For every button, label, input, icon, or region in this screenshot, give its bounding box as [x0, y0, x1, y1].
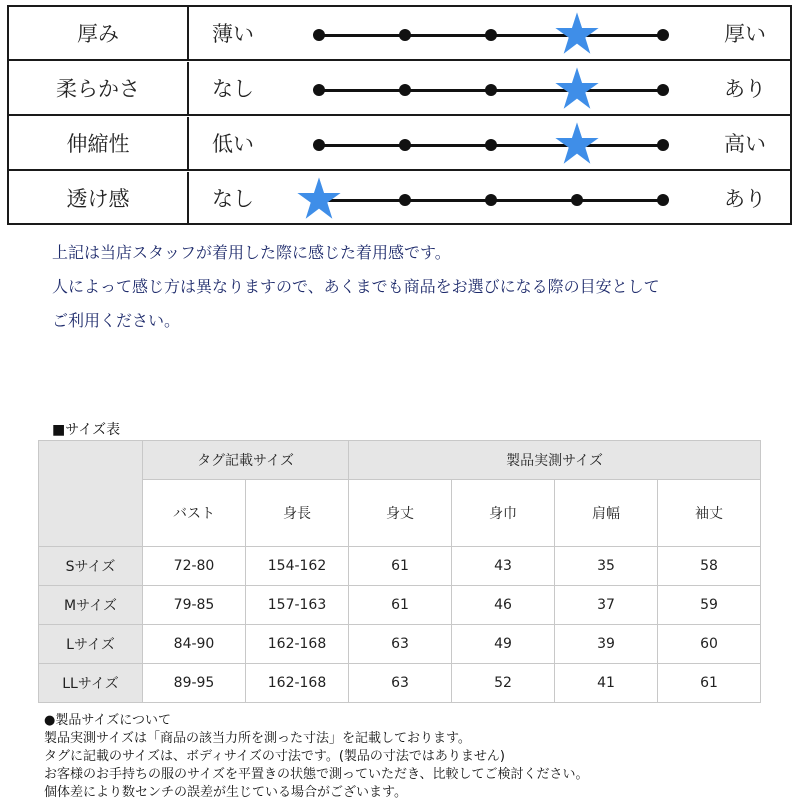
size-note-line: お客様のお手持ちの服のサイズを平置きの状態で測っていただき、比較してご検討ください。	[44, 767, 589, 782]
feel-low-label: なし	[212, 186, 254, 211]
scale-dot	[399, 194, 411, 206]
feel-row-stretch	[9, 117, 790, 171]
size-row-label: Lサイズ	[39, 625, 143, 664]
scale-dot	[657, 84, 669, 96]
scale-dot	[485, 139, 497, 151]
table-cell: 35	[555, 547, 658, 586]
table-cell: 61	[658, 664, 761, 703]
table-cell: 162-168	[246, 625, 349, 664]
size-note-line: 個体差により数センチの誤差が生じている場合がございます。	[44, 785, 407, 800]
table-row	[39, 586, 761, 625]
table-cell: 52	[452, 664, 555, 703]
column-header: 身丈	[349, 480, 452, 547]
table-cell: 58	[658, 547, 761, 586]
star-icon	[554, 121, 600, 167]
table-cell: 162-168	[246, 664, 349, 703]
note-line-2: 人によって感じ方は異なりますので、あくまでも商品をお選びになる際の目安として	[52, 277, 660, 296]
scale-dot	[485, 29, 497, 41]
star-icon	[554, 11, 600, 57]
table-cell: 43	[452, 547, 555, 586]
table-cell: 61	[349, 547, 452, 586]
scale-dot	[399, 84, 411, 96]
feel-low-label: なし	[212, 77, 254, 101]
table-row	[39, 664, 761, 703]
table-cell: 89-95	[143, 664, 246, 703]
star-icon	[296, 176, 342, 222]
feel-row-sheerness	[9, 172, 790, 223]
table-cell: 157-163	[246, 586, 349, 625]
star-icon	[554, 66, 600, 112]
table-cell: 49	[452, 625, 555, 664]
size-row-label: Mサイズ	[39, 586, 143, 625]
size-row-label: Sサイズ	[39, 547, 143, 586]
table-cell: 59	[658, 586, 761, 625]
scale-dot	[657, 29, 669, 41]
scale-dot	[313, 29, 325, 41]
feel-scale-table	[7, 5, 792, 225]
feel-high-label: 高い	[724, 132, 766, 156]
column-header: 袖丈	[658, 480, 761, 547]
scale-dot	[657, 194, 669, 206]
feel-row-thickness	[9, 7, 790, 61]
column-header: 肩幅	[555, 480, 658, 547]
feel-low-label: 低い	[212, 132, 254, 156]
scale-dot	[399, 139, 411, 151]
scale-dot	[657, 139, 669, 151]
size-notes-title: ●製品サイズについて	[44, 713, 172, 728]
table-cell: 63	[349, 625, 452, 664]
feel-high-label: 厚い	[724, 22, 766, 46]
table-cell: 46	[452, 586, 555, 625]
feel-row-label: 伸縮性	[9, 117, 189, 169]
scale-dot	[485, 84, 497, 96]
table-cell: 39	[555, 625, 658, 664]
column-header: 身長	[246, 480, 349, 547]
size-note-line: 製品実測サイズは「商品の該当力所を測った寸法」を記載しております。	[44, 731, 471, 746]
column-header: バスト	[143, 480, 246, 547]
feel-high-label: あり	[724, 186, 766, 211]
scale-dot	[399, 29, 411, 41]
note-line-1: 上記は当店スタッフが着用した際に感じた着用感です。	[52, 243, 451, 262]
feel-low-label: 薄い	[212, 22, 254, 46]
scale-dot	[313, 139, 325, 151]
table-cell: 63	[349, 664, 452, 703]
size-chart-heading: ■サイズ表	[52, 422, 121, 438]
table-cell: 154-162	[246, 547, 349, 586]
tag-size-group-header: タグ記載サイズ	[143, 441, 349, 480]
measured-size-group-header: 製品実測サイズ	[349, 441, 761, 480]
size-corner-cell	[39, 441, 143, 547]
table-cell: 79-85	[143, 586, 246, 625]
feel-row-softness	[9, 62, 790, 116]
scale-dot	[571, 194, 583, 206]
table-cell: 72-80	[143, 547, 246, 586]
table-cell: 61	[349, 586, 452, 625]
feel-row-label: 透け感	[9, 172, 189, 223]
table-cell: 37	[555, 586, 658, 625]
size-row-label: LLサイズ	[39, 664, 143, 703]
table-row	[39, 625, 761, 664]
scale-dot	[313, 84, 325, 96]
size-note-line: タグに記載のサイズは、ボディサイズの寸法です。(製品の寸法ではありません)	[44, 749, 505, 764]
table-cell: 60	[658, 625, 761, 664]
scale-dot	[485, 194, 497, 206]
feel-row-label: 厚み	[9, 7, 189, 59]
table-row	[39, 547, 761, 586]
column-header: 身巾	[452, 480, 555, 547]
feel-row-label: 柔らかさ	[9, 62, 189, 114]
note-line-3: ご利用ください。	[52, 311, 181, 330]
table-cell: 84-90	[143, 625, 246, 664]
table-cell: 41	[555, 664, 658, 703]
size-chart-table	[38, 440, 761, 703]
feel-high-label: あり	[724, 77, 766, 101]
